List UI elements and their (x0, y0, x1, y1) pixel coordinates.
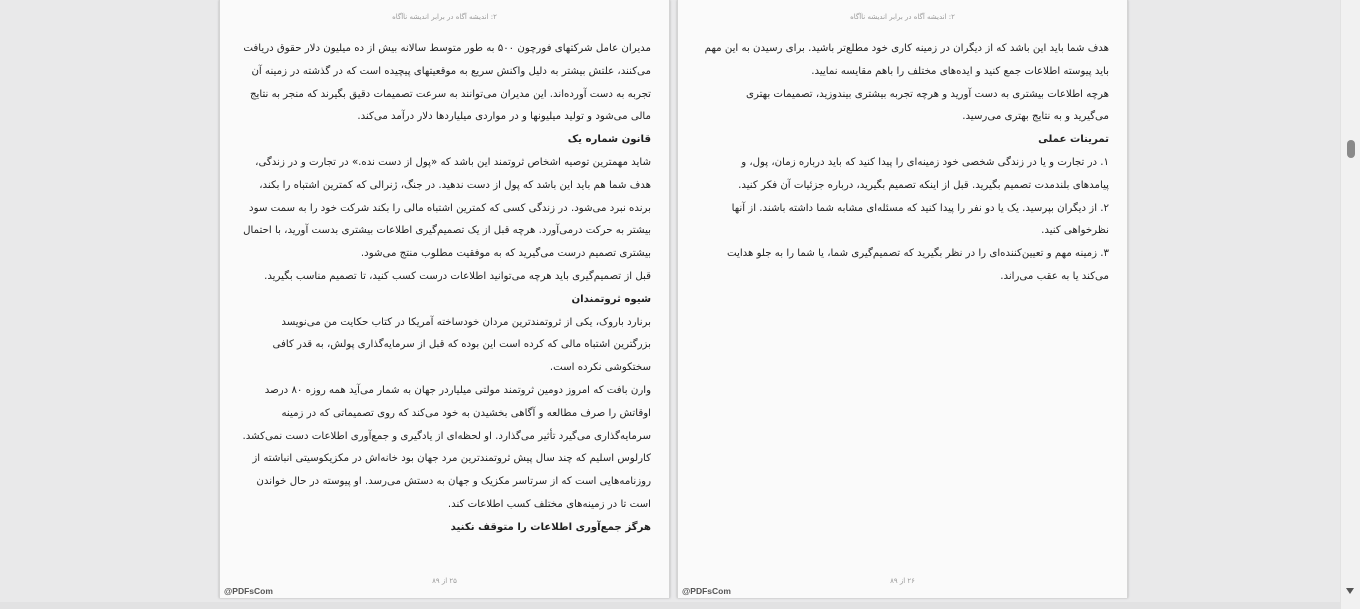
text-line: ۲. از دیگران بپرسید. یک یا دو نفر را پیدا کنید که مسئله‌ای مشابه شما داشته باشند. از آنها (731, 202, 1109, 214)
page-running-header: ۲: اندیشه آگاه در برابر اندیشه ناآگاه (392, 13, 497, 21)
text-line: ۱. در تجارت و یا در زندگی شخصی خود زمینه‌ای را پیدا کنید که باید درباره زمان، پول، و (741, 156, 1109, 168)
scrollbar-thumb[interactable] (1347, 140, 1355, 158)
scroll-down-arrow-icon[interactable] (1346, 588, 1354, 594)
text-line: ۳. زمینه مهم و تعیین‌کننده‌ای را در نظر بگیرید که تصمیم‌گیری شما، یا شما را به جلو هدایت (726, 248, 1109, 260)
section-heading: تمرینات عملی (1038, 134, 1109, 146)
vertical-scrollbar[interactable] (1340, 0, 1360, 609)
page-number: ۲۶ از ۸۹ (890, 577, 915, 585)
text-line: سرمایه‌گذاری می‌گیرد تأثیر می‌گذارد. او لحظه‌ای از یادگیری و جمع‌آوری اطلاعات دست نمی‌کشد. (242, 430, 651, 442)
text-line: اوقاتش را صرف مطالعه و آگاهی بخشیدن به خود می‌کند که روی تصمیماتی که در زمینه (281, 407, 651, 419)
text-line: مدیران عامل شرکتهای فورچون ۵۰۰ به طور متوسط سالانه بیش از ده میلیون دلار حقوق دریافت (243, 43, 651, 54)
text-line: باید پیوسته اطلاعات جمع کنید و ایده‌های مختلف را باهم مقایسه نمایید. (811, 65, 1109, 77)
text-line: قبل از تصمیم‌گیری باید هرچه می‌توانید اطلاعات درست کسب کنید، تا تصمیم مناسب بگیرید. (264, 270, 651, 282)
page-running-header: ۲: اندیشه آگاه در برابر اندیشه ناآگاه (850, 13, 955, 21)
text-line: بزرگترین اشتباه مالی که کرده است این بوده که قبل از سرمایه‌گذاری پولش، به قدر کافی (272, 339, 651, 351)
text-line: می‌کند یا به عقب می‌راند. (1000, 270, 1109, 282)
pdf-page-right (677, 0, 1128, 598)
text-line: هدف شما هم باید این باشد که پول از دست ندهید. در جنگ، ژنرالی که کمترین اشتباه را بکند، (259, 179, 651, 191)
section-heading: شیوه ثروتمندان (571, 293, 651, 305)
text-line: می‌گیرید و به نتایج بهتری می‌رسید. (962, 111, 1109, 123)
text-line: برنده نبرد می‌شود. در زندگی کسی که کمترین اشتباه مالی را بکند شرکت خود را به سمت سود (249, 202, 651, 214)
text-line: هدف شما باید این باشد که از دیگران در زمینه کاری خود مطلع‌تر باشید. برای رسیدن به این مهم (704, 43, 1109, 54)
text-line: پیامدهای بلندمدت تصمیم بگیرید. قبل از اینکه تصمیم بگیرید، درباره جزئیات آن فکر کنید. (738, 179, 1109, 191)
text-line: است تا در زمینه‌های مختلف کسب اطلاعات کند. (447, 498, 651, 510)
page-number: ۲۵ از ۸۹ (432, 577, 457, 585)
watermark: @PDFsCom (224, 586, 273, 596)
page-body (698, 38, 1109, 289)
text-line: وارن بافت که امروز دومین ثروتمند مولتی میلیاردر جهان به شمار می‌آید همه روزه ۸۰ درصد (264, 384, 651, 396)
section-heading: قانون شماره یک (567, 134, 651, 146)
text-line: برنارد باروک، یکی از ثروتمندترین مردان خودساخته آمریکا در کتاب حکایت من می‌نویسد (281, 316, 651, 328)
text-line: سختکوشی نکرده است. (549, 362, 651, 374)
page-body (240, 38, 651, 540)
text-line: هرچه اطلاعات بیشتری به دست آورید و هرچه تجربه بیشتری بیندوزید، تصمیمات بهتری (745, 88, 1109, 100)
section-heading: هرگز جمع‌آوری اطلاعات را متوقف نکنید (450, 521, 651, 533)
horizontal-gutter (0, 602, 1341, 609)
text-line: بیشتر به حرکت درمی‌آورد. هرچه قبل از یک تصمیم‌گیری اطلاعات بیشتری بدست آورید، با احتمال (243, 225, 651, 237)
text-line: بیشتری تصمیم درست می‌گیرید که به موفقیت مطلوب منتج می‌شود. (360, 248, 651, 260)
text-line: می‌کنند، علتش بیشتر به دلیل واکنش سریع به موقعیتهای پیچیده است که در گذشته در زمینه آن (251, 65, 651, 77)
text-line: نظرخواهی کنید. (1041, 225, 1109, 237)
text-line: تجربه به دست آورده‌اند. این مدیران می‌توانند به سرعت تصمیمات دقیق بگیرند که منجر به نتایج (249, 88, 651, 100)
pdf-page-left (219, 0, 670, 598)
text-line: مالی می‌شود و تولید میلیونها و در مواردی میلیاردها دلار درآمد می‌کند. (357, 111, 651, 123)
text-line: روزنامه‌هایی است که از سرتاسر مکزیک و جهان به دستش می‌رسد. او پیوسته در حال خواندن (256, 476, 651, 488)
text-line: شاید مهمترین توصیه اشخاص ثروتمند این باشد که «پول از دست نده.» در تجارت و در زندگی، (255, 156, 651, 168)
text-line: کارلوس اسلیم که چند سال پیش ثروتمندترین مرد جهان بود خانه‌اش در مکزیکوسیتی انباشته از (252, 453, 651, 465)
watermark: @PDFsCom (682, 586, 731, 596)
